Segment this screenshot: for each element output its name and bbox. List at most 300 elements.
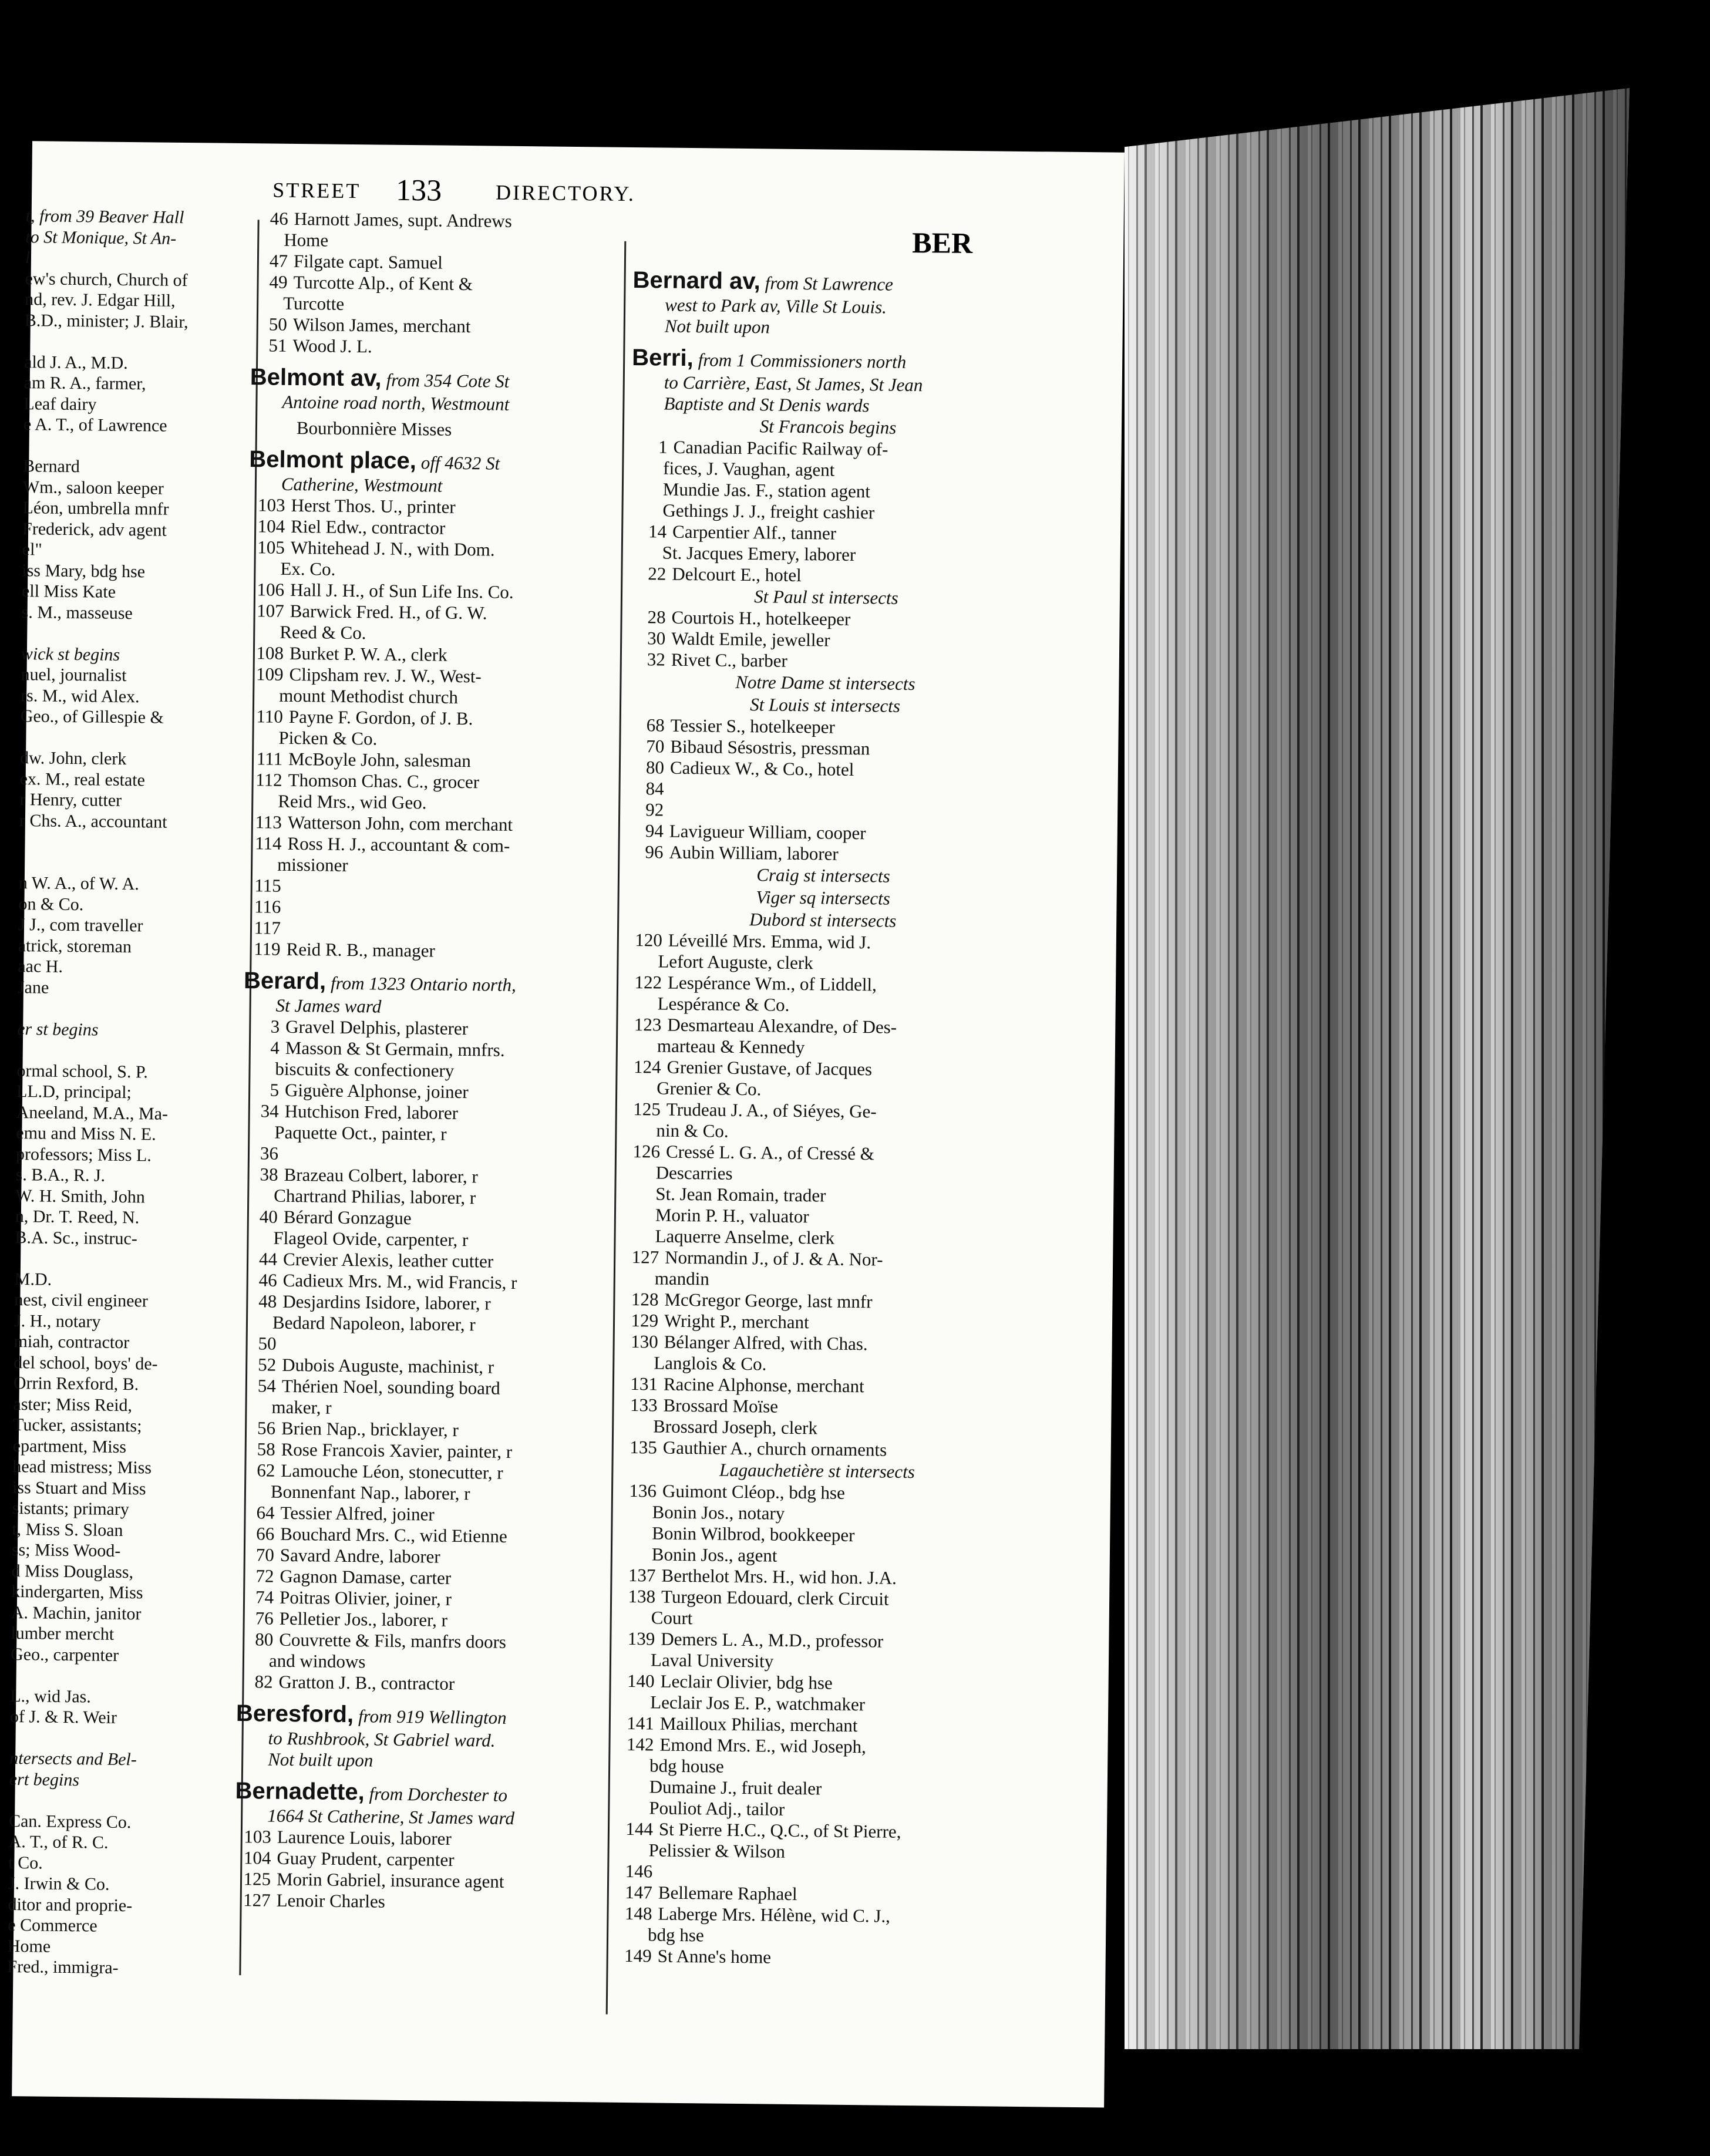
resident-name: Leclair Jos E. P., watchmaker	[650, 1692, 866, 1715]
house-number: 58	[257, 1439, 275, 1460]
resident-name	[287, 897, 623, 921]
street-from: off 4632 St	[420, 452, 500, 474]
fragment-line: Can. Express Co.	[8, 1811, 132, 1832]
house-number: 128	[631, 1289, 659, 1310]
fragment-line: d Miss Douglass,	[11, 1561, 134, 1582]
resident-name: Cadieux W., & Co., hotel	[669, 757, 854, 780]
fragment-line: Tucker, assistants;	[12, 1415, 142, 1436]
resident-name: Reid Mrs., wid Geo.	[278, 790, 427, 813]
fragment-line: J. Irwin & Co.	[8, 1873, 110, 1894]
fragment-line: r Chs. A., accountant	[19, 810, 167, 832]
house-number: 137	[628, 1565, 656, 1586]
resident-name: Turcotte Alp., of Kent &	[293, 271, 473, 295]
resident-name: Ex. Co.	[280, 558, 336, 580]
house-number: 147	[625, 1881, 653, 1903]
resident-name: Lespérance Wm., of Liddell,	[667, 972, 877, 995]
resident-name: Cressé L. G. A., of Cressé &	[665, 1141, 874, 1164]
resident-name: Brazeau Colbert, laborer, r	[284, 1164, 478, 1187]
house-number: 14	[648, 521, 667, 542]
street-name: Belmont place,	[249, 446, 417, 474]
resident-name: Gauthier A., church ornaments	[662, 1437, 887, 1460]
resident-name: Leclair Olivier, bdg hse	[660, 1670, 833, 1693]
resident-name: Dubois Auguste, machinist, r	[282, 1354, 494, 1377]
resident-name: Bonin Jos., agent	[651, 1544, 777, 1566]
resident-name: Waldt Emile, jeweller	[671, 628, 830, 651]
house-number: 109	[255, 663, 284, 685]
resident-name: Gravel Delphis, plasterer	[285, 1016, 469, 1039]
fragment-line: LL.D, principal;	[16, 1082, 132, 1103]
resident-name: Burket P. W. A., clerk	[289, 642, 447, 665]
fragment-line	[19, 831, 230, 854]
resident-name: Gethings J. J., freight cashier	[662, 500, 875, 523]
house-number: 113	[255, 811, 282, 833]
street-from: from 1323 Ontario north,	[330, 972, 517, 995]
house-number: 117	[254, 917, 281, 938]
directory-entry	[629, 649, 1022, 674]
resident-name	[282, 1333, 618, 1358]
resident-name: McGregor George, last mnfr	[664, 1289, 873, 1312]
resident-name: Aubin William, laborer	[669, 841, 839, 864]
resident-name: St Anne's home	[657, 1945, 772, 1968]
house-number: 72	[255, 1565, 274, 1586]
fragment-line: iss Stuart and Miss	[12, 1477, 146, 1498]
house-number: 34	[260, 1100, 279, 1121]
street-from: from Dorchester to	[369, 1783, 508, 1805]
street-name: Berard,	[243, 968, 326, 995]
house-number: 115	[254, 875, 281, 896]
intersection-note: Viger sq intersects	[756, 887, 891, 909]
resident-name: Thomson Chas. C., grocer	[288, 769, 480, 793]
resident-name: Poitras Olivier, joiner, r	[279, 1586, 452, 1609]
fragment-line: er st begins	[17, 1019, 99, 1040]
fragment-line	[19, 852, 230, 875]
resident-name: Picken & Co.	[278, 727, 378, 749]
fragment-line: head mistress; Miss	[12, 1457, 152, 1478]
house-number: 111	[256, 748, 283, 769]
fragment-line: J. H., notary	[14, 1311, 101, 1332]
intersection-note: Craig st intersects	[756, 864, 890, 887]
header-street: STREET	[272, 178, 361, 203]
fragment-line: e A. T., of Lawrence	[23, 415, 167, 436]
house-number: 1	[658, 436, 668, 457]
resident-name: Couvrette & Fils, manfrs doors	[279, 1629, 507, 1652]
resident-name: Bouchard Mrs. C., wid Etienne	[280, 1523, 507, 1547]
fragment-line: Jane	[17, 977, 49, 998]
fragment-line: Bernard	[23, 456, 80, 477]
fragment-line: ert begins	[9, 1769, 80, 1790]
street-heading	[632, 266, 1026, 298]
resident-name: Racine Alphonse, merchant	[663, 1373, 864, 1397]
resident-name	[284, 1143, 621, 1168]
house-number: 54	[257, 1375, 277, 1396]
resident-name: Flageol Ovide, carpenter, r	[273, 1227, 469, 1251]
fragment-line: t, Miss S. Sloan	[12, 1519, 123, 1540]
house-number: 110	[256, 706, 283, 727]
directory-entry	[234, 1889, 613, 1915]
house-number: 129	[631, 1310, 659, 1331]
street-heading	[244, 966, 622, 999]
house-number: 112	[255, 769, 282, 790]
fragment-line: A. T., of R. C.	[8, 1831, 109, 1852]
fragment-line	[9, 1727, 221, 1750]
street-from: from 354 Cote St	[386, 369, 510, 392]
house-number: 125	[633, 1099, 661, 1120]
house-number: 106	[257, 579, 285, 600]
fragment-line: nuel, journalist	[21, 665, 127, 685]
resident-name: Mailloux Philias, merchant	[659, 1713, 858, 1736]
page-number: 133	[395, 173, 442, 208]
house-number: 28	[647, 607, 666, 628]
fragment-line: emu and Miss N. E.	[16, 1123, 156, 1144]
resident-name: Emond Mrs. E., wid Joseph,	[659, 1734, 867, 1757]
house-number: 68	[646, 715, 665, 736]
fragment-line	[17, 1039, 228, 1062]
house-number: 103	[244, 1826, 272, 1847]
street-name: Beresford,	[235, 1700, 354, 1728]
house-number: 139	[627, 1628, 655, 1649]
house-number: 149	[624, 1945, 652, 1966]
house-number: 127	[631, 1247, 659, 1268]
resident-name: Bonnenfant Nap., laborer, r	[270, 1481, 470, 1504]
fragment-line: ss; Miss Wood-	[11, 1540, 121, 1561]
resident-name	[669, 800, 1021, 824]
page-edges	[1125, 88, 1630, 2049]
resident-name: Watterson John, com merchant	[287, 811, 513, 835]
house-number: 70	[255, 1544, 275, 1565]
fragment-line: ald J. A., M.D.	[23, 352, 128, 373]
fragment-line: am R. A., farmer,	[23, 373, 146, 394]
house-number: 50	[258, 1333, 277, 1354]
house-number: 140	[627, 1670, 655, 1692]
intersection-note: Lagauchetière st intersects	[719, 1459, 915, 1483]
running-head: BER	[912, 225, 973, 260]
house-number: 92	[645, 799, 664, 820]
resident-name: Brien Nap., bricklayer, r	[281, 1417, 459, 1440]
resident-name: Cadieux Mrs. M., wid Francis, r	[282, 1269, 517, 1293]
resident-name: Morin P. H., valuator	[655, 1204, 809, 1227]
column-left	[7, 206, 237, 1979]
resident-name: St. Jean Romain, trader	[655, 1183, 826, 1206]
resident-name: bdg hse	[647, 1924, 704, 1946]
fragment-line	[11, 1665, 222, 1687]
house-number: 46	[258, 1269, 277, 1291]
street-description: 1664 St Catherine, St James ward	[267, 1805, 515, 1829]
house-number: 104	[243, 1847, 271, 1868]
house-number: 48	[258, 1291, 277, 1312]
resident-name: Filgate capt. Samuel	[293, 250, 443, 273]
street-description: Not built upon	[268, 1749, 373, 1771]
fragment-line: W. H. Smith, John	[15, 1185, 145, 1207]
resident-name: Langlois & Co.	[654, 1352, 767, 1375]
fragment-line: Leaf dairy	[23, 393, 97, 414]
resident-name: Normandin J., of J. & A. Nor-	[665, 1247, 883, 1270]
house-number: 125	[243, 1868, 271, 1889]
fragment-line: del school, boys' de-	[14, 1352, 158, 1374]
resident-name: Laberge Mrs. Hélène, wid C. J.,	[658, 1903, 891, 1926]
resident-name: Whitehead J. N., with Dom.	[290, 537, 495, 560]
column-right	[615, 259, 1026, 1970]
resident-name: Delcourt E., hotel	[672, 563, 802, 586]
resident-name: Wood J. L.	[292, 335, 372, 357]
street-from: from St Lawrence	[765, 272, 894, 295]
directory-entry	[236, 1671, 615, 1696]
resident-name: Payne F. Gordon, of J. B.	[288, 706, 473, 729]
street-description: Catherine, Westmount	[281, 473, 443, 496]
resident-name: Lespérance & Co.	[657, 993, 790, 1015]
directory-page	[7, 141, 1125, 2107]
resident-name: fices, J. Vaughan, agent	[663, 457, 835, 480]
house-number: 126	[632, 1141, 661, 1162]
resident-name: Savard Andre, laborer	[280, 1544, 440, 1567]
fragment-line: M.D.	[14, 1269, 52, 1289]
resident-name: Lenoir Charles	[276, 1889, 385, 1912]
street-heading	[632, 343, 1025, 376]
street-heading	[235, 1777, 614, 1809]
resident-name: Bedard Napoleon, laborer, r	[272, 1312, 476, 1335]
resident-name: Desjardins Isidore, laborer, r	[282, 1291, 491, 1314]
fragment-line: Geo., carpenter	[10, 1644, 119, 1665]
resident-name: maker, r	[271, 1396, 332, 1418]
fragment-line: n W. A., of W. A.	[18, 873, 140, 894]
street-description: to Rushbrook, St Gabriel ward.	[268, 1727, 496, 1751]
fragment-line: kindergarten, Miss	[11, 1582, 143, 1603]
street-from: from 1 Commissioners north	[698, 349, 907, 372]
house-number: 136	[629, 1480, 657, 1501]
house-number: 3	[270, 1016, 280, 1037]
resident-name: Wright P., merchant	[664, 1310, 809, 1333]
fragment-line: e Commerce	[8, 1915, 97, 1936]
fragment-line	[23, 435, 234, 458]
fragment-line: epartment, Miss	[12, 1436, 127, 1457]
resident-name: Bonin Jos., notary	[652, 1501, 785, 1524]
resident-name: Bérard Gonzague	[283, 1206, 412, 1229]
street-heading	[236, 1699, 615, 1731]
house-number: 138	[628, 1586, 656, 1607]
intersection-note: St Francois begins	[759, 416, 897, 438]
resident-name: marteau & Kennedy	[657, 1035, 805, 1058]
resident-name: Crevier Alexis, leather cutter	[282, 1248, 494, 1272]
street-name: Berri,	[632, 344, 694, 372]
resident-name	[287, 875, 624, 900]
house-number: 82	[254, 1671, 273, 1692]
house-number: 36	[260, 1143, 279, 1164]
resident-name: Laurence Louis, laborer	[277, 1826, 452, 1849]
resident-name	[658, 1861, 1009, 1886]
fragment-line: on & Co.	[18, 894, 84, 914]
house-number: 108	[256, 642, 284, 663]
house-number: 96	[645, 841, 664, 863]
house-number: 32	[647, 649, 666, 670]
house-number: 70	[646, 736, 665, 757]
header-directory: DIRECTORY.	[495, 180, 636, 206]
street-description: Baptiste and St Denis wards	[664, 393, 870, 416]
house-number: 76	[255, 1608, 274, 1629]
resident-name: Herst Thos. U., printer	[291, 494, 456, 517]
house-number: 131	[630, 1373, 658, 1394]
fragment-line: aster; Miss Reid,	[13, 1394, 133, 1415]
house-number: 114	[255, 833, 282, 854]
street-name: Bernard av,	[632, 267, 760, 295]
resident-name: McBoyle John, salesman	[288, 748, 472, 772]
resident-name: Bellemare Raphael	[658, 1882, 797, 1905]
resident-name: Turgeon Edouard, clerk Circuit	[661, 1586, 889, 1609]
resident-name: Ross H. J., accountant & com-	[287, 833, 510, 856]
fragment-line: ormal school, S. P.	[16, 1060, 148, 1082]
house-number: 116	[254, 896, 281, 917]
resident-name: Pouliot Adj., tailor	[649, 1797, 785, 1820]
house-number: 141	[627, 1713, 655, 1734]
fragment-line: Fred., immigra-	[7, 1956, 119, 1978]
intersection-note: Notre Dame st intersects	[735, 671, 915, 695]
resident-name: Giguère Alphonse, joiner	[284, 1079, 469, 1103]
house-number: 47	[269, 250, 288, 271]
intersection-note: Dubord st intersects	[749, 909, 897, 931]
resident-name: Trudeau J. A., of Siéyes, Ge-	[666, 1099, 877, 1122]
resident-name: Home	[284, 229, 329, 251]
house-number: 146	[625, 1860, 653, 1882]
fragment-line: to St Monique, St An-	[25, 227, 177, 248]
resident-name: Courtois H., hotelkeeper	[671, 607, 851, 629]
fragment-line: J J., com traveller	[18, 915, 143, 936]
resident-name: Masson & St Germain, mnfrs.	[285, 1037, 505, 1060]
resident-name: Bonin Wilbrod, bookkeeper	[652, 1522, 855, 1546]
resident-name: St. Jacques Emery, laborer	[662, 542, 856, 565]
resident-name: Bibaud Sésostris, pressman	[670, 736, 870, 759]
fragment-line: iss Mary, bdg hse	[22, 560, 146, 581]
resident-name: Rose Francois Xavier, painter, r	[281, 1439, 513, 1462]
street-name: Bernadette,	[235, 1778, 365, 1805]
directory-entry	[615, 1945, 1009, 1970]
house-number: 64	[256, 1502, 275, 1523]
house-number: 104	[257, 516, 285, 537]
fragment-line: nd, rev. J. Edgar Hill,	[25, 289, 176, 311]
house-number: 74	[255, 1586, 274, 1608]
fragment-line: Geo., of Gillespie &	[20, 706, 164, 727]
resident-name: Carpentier Alf., tanner	[672, 521, 837, 544]
fragment-line	[9, 1790, 220, 1813]
fragment-line: ex. M., real estate	[19, 769, 146, 790]
resident-name: mount Methodist church	[279, 685, 459, 708]
directory-entry	[621, 1437, 1014, 1462]
street-from: from 919 Wellington	[358, 1706, 507, 1728]
resident-name: Turcotte	[283, 292, 345, 314]
resident-name: Gratton J. B., contractor	[278, 1671, 455, 1694]
fragment-line: Léon, umbrella mnfr	[22, 498, 169, 519]
resident-name: Clipsham rev. J. W., West-	[289, 663, 482, 687]
fragment-line	[21, 622, 233, 645]
resident-name: Brossard Joseph, clerk	[653, 1416, 818, 1439]
resident-name: Guimont Cléop., bdg hse	[662, 1480, 846, 1503]
fragment-line: L., wid Jas.	[10, 1686, 91, 1706]
house-number: 148	[624, 1902, 652, 1924]
resident-name: Dumaine J., fruit dealer	[649, 1776, 822, 1799]
resident-name: Pelissier & Wilson	[648, 1840, 786, 1862]
house-number: 40	[259, 1206, 278, 1227]
house-number: 144	[625, 1818, 654, 1840]
house-number: 133	[630, 1394, 658, 1416]
resident-name: biscuits & confectionery	[275, 1058, 455, 1081]
resident-name: Court	[651, 1607, 693, 1629]
house-number: 46	[270, 208, 288, 229]
house-number: 30	[647, 628, 666, 649]
house-number: 130	[631, 1331, 658, 1352]
fragment-line: atrick, storeman	[18, 935, 132, 956]
house-number: 103	[257, 494, 285, 516]
house-number: 120	[635, 929, 663, 951]
resident-name: Hall J. H., of Sun Life Ins. Co.	[290, 579, 514, 602]
resident-name: Mundie Jas. F., station agent	[662, 479, 871, 502]
street-description: Antoine road north, Westmount	[282, 391, 510, 415]
fragment-line	[20, 727, 231, 750]
resident-name: Lavigueur William, cooper	[669, 820, 866, 844]
resident-name: Grenier & Co.	[657, 1077, 762, 1100]
house-number: 84	[645, 778, 664, 799]
street-description: west to Park av, Ville St Louis.	[665, 294, 887, 318]
fragment-line: wick st begins	[21, 644, 120, 665]
resident-name: Descarries	[655, 1162, 733, 1184]
house-number: 56	[257, 1417, 276, 1439]
fragment-line: t, from 39 Beaver Hall	[25, 206, 184, 227]
fragment-line: ell Miss Kate	[21, 581, 116, 602]
house-number: 51	[268, 335, 287, 356]
fragment-line: lumber mercht	[11, 1623, 115, 1644]
fragment-line: ntersects and Bel-	[9, 1749, 137, 1770]
resident-name: Demers L. A., M.D., professor	[661, 1628, 884, 1652]
street-heading	[250, 363, 629, 395]
resident-name: Grenier Gustave, of Jacques	[667, 1056, 873, 1080]
house-number: 49	[269, 271, 288, 292]
street-description: Not built upon	[664, 315, 770, 338]
fragment-line: Orrin Rexford, B.	[13, 1373, 139, 1394]
house-number: 44	[258, 1248, 278, 1269]
resident-name: Lefort Auguste, clerk	[658, 951, 813, 973]
fragment-line: l	[25, 248, 31, 268]
house-number: 80	[255, 1629, 274, 1650]
intersection-note: St Louis st intersects	[749, 694, 901, 716]
resident-line: Bourbonnière Misses	[296, 417, 452, 440]
fragment-line: aac H.	[18, 956, 63, 976]
house-number: 38	[260, 1164, 278, 1185]
house-number: 94	[645, 820, 664, 841]
resident-name: Chartrand Philias, laborer, r	[274, 1185, 476, 1208]
house-number: 107	[257, 600, 284, 621]
fragment-line: r Henry, cutter	[19, 790, 122, 810]
street-description: to Carrière, East, St James, St Jean	[664, 372, 923, 396]
resident-name: Guay Prudent, carpenter	[277, 1847, 455, 1870]
house-number: 124	[633, 1056, 661, 1077]
resident-name: Brossard Moïse	[663, 1394, 779, 1417]
resident-name: nin & Co.	[656, 1120, 729, 1141]
house-number: 122	[634, 972, 662, 993]
resident-name: Gagnon Damase, carter	[280, 1565, 452, 1588]
fragment-line: ditor and proprie-	[8, 1894, 133, 1915]
resident-name: bdg house	[649, 1755, 724, 1777]
fragment-line: n, Dr. T. Reed, N.	[15, 1207, 140, 1228]
fragment-line: professors; Miss L.	[15, 1144, 152, 1165]
resident-name: Desmarteau Alexandre, of Des-	[667, 1014, 897, 1037]
house-number: 123	[634, 1014, 662, 1035]
street-name: Belmont av,	[250, 364, 382, 392]
fragment-line: of J. & R. Weir	[9, 1707, 117, 1727]
fragment-line: B.A. Sc., instruc-	[15, 1227, 137, 1248]
street-description: St James ward	[275, 995, 382, 1017]
resident-name: Bélanger Alfred, with Chas.	[664, 1331, 868, 1355]
house-number: 66	[256, 1523, 275, 1544]
fragment-line: sistants; primary	[12, 1498, 129, 1520]
resident-name: Morin Gabriel, insurance agent	[276, 1868, 504, 1892]
house-number: 80	[645, 757, 665, 778]
house-number: 5	[270, 1079, 280, 1100]
